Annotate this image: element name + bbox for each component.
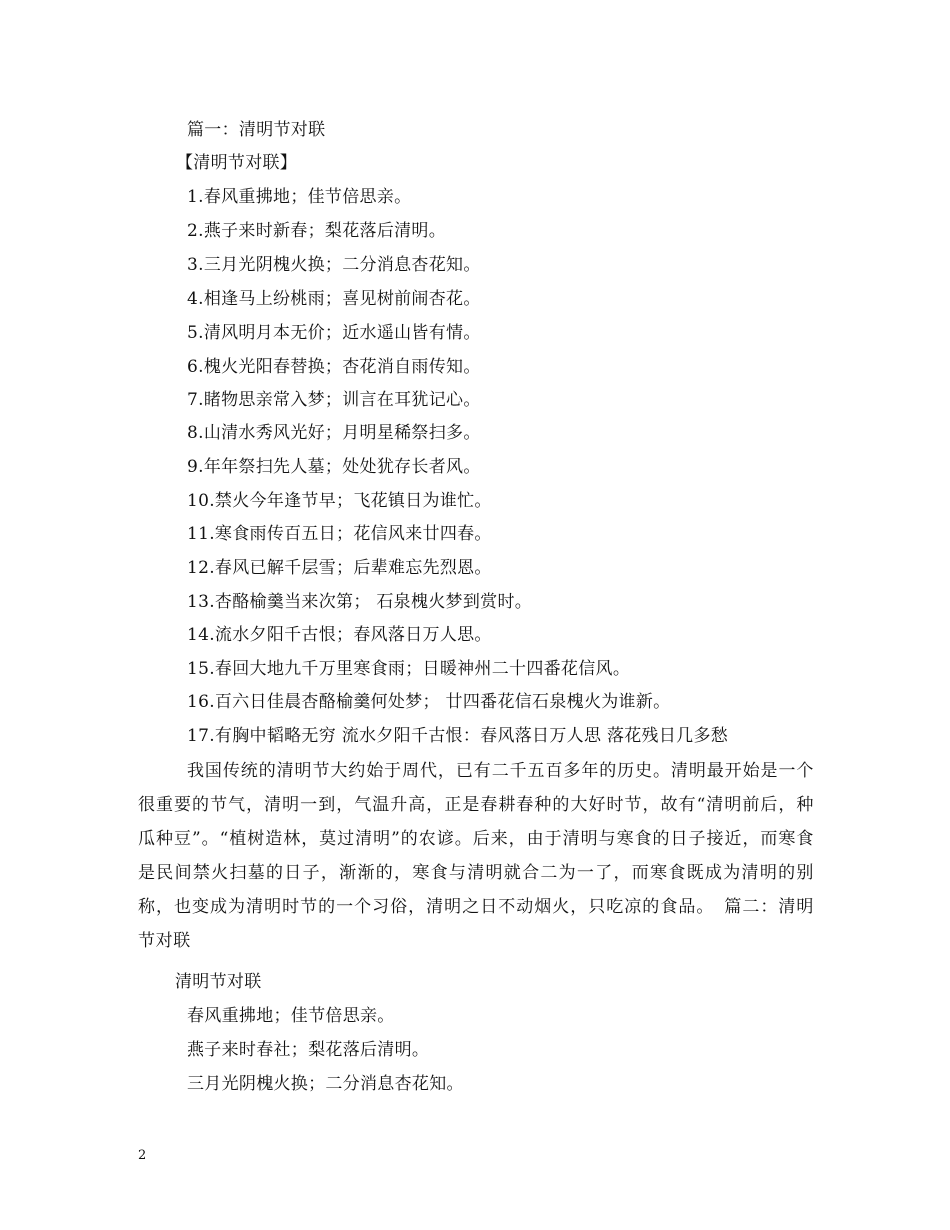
couplet-line: 4.相逢马上纷桃雨；喜见树前闹杏花。	[187, 289, 481, 309]
couplet-line: 11.寒食雨传百五日；花信风来廿四春。	[187, 524, 492, 544]
section2-title: 清明节对联	[175, 972, 262, 992]
couplet-line: 15.春回大地九千万里寒食雨；日暖神州二十四番花信风。	[187, 659, 631, 679]
couplet-line: 17.有胸中韬略无穷 流水夕阳千古恨：春风落日万人思 落花残日几多愁	[187, 726, 729, 746]
couplet-line: 1.春风重拂地；佳节倍思亲。	[187, 187, 412, 207]
couplet-line: 10.禁火今年逢节早；飞花镇日为谁忙。	[187, 491, 492, 511]
couplet-line: 7.睹物思亲常入梦；训言在耳犹记心。	[187, 390, 481, 410]
couplet-line: 14.流水夕阳千古恨；春风落日万人思。	[187, 625, 492, 645]
couplet-line: 16.百六日佳晨杏酪榆羹何处梦； 廿四番花信石泉槐火为谁新。	[187, 692, 671, 712]
couplet-line: 13.杏酪榆羹当来次第； 石泉槐火梦到赏时。	[187, 592, 533, 612]
couplet-line: 12.春风已解千层雪；后辈难忘先烈恩。	[187, 558, 492, 578]
couplet-line: 8.山清水秀风光好；月明星稀祭扫多。	[187, 423, 481, 443]
section2-line: 三月光阴槐火换；二分消息杏花知。	[187, 1074, 464, 1094]
body-paragraph	[138, 754, 814, 958]
couplet-line: 9.年年祭扫先人墓；处处犹存长者风。	[187, 457, 481, 477]
section2-heading-inline: 篇二：清明节对联	[138, 897, 815, 951]
section2-line: 春风重拂地；佳节倍思亲。	[187, 1006, 395, 1026]
couplet-line: 6.槐火光阳春替换；杏花消自雨传知。	[187, 357, 481, 377]
couplet-line: 2.燕子来时新春；梨花落后清明。	[187, 221, 447, 241]
couplet-line: 5.清风明月本无价；近水遥山皆有情。	[187, 323, 481, 343]
paragraph-text: 我国传统的清明节大约始于周代，已有二千五百多年的历史。清明最开始是一个很重要的节气，清明一到，气温升高，正是春耕春种的大好时节，故有“清明前后，种瓜种豆”。“植树造林，莫过清明”的农谚。后来，由于清明与寒食的日子接近，而寒食是民间禁火扫墓的日子，渐渐的，寒食与清明就合二为一了，而寒食既成为清明的别称，也变成为清明时节的一个习俗，清明之日不动烟火，只吃凉的食品。	[138, 761, 814, 917]
couplet-line: 3.三月光阴槐火换；二分消息杏花知。	[187, 255, 481, 275]
page-number: 2	[138, 1148, 147, 1163]
section2-line: 燕子来时春社；梨花落后清明。	[187, 1040, 430, 1060]
section1-bracket-title: 【清明节对联】	[176, 153, 298, 173]
section1-heading: 篇一：清明节对联	[187, 120, 326, 140]
